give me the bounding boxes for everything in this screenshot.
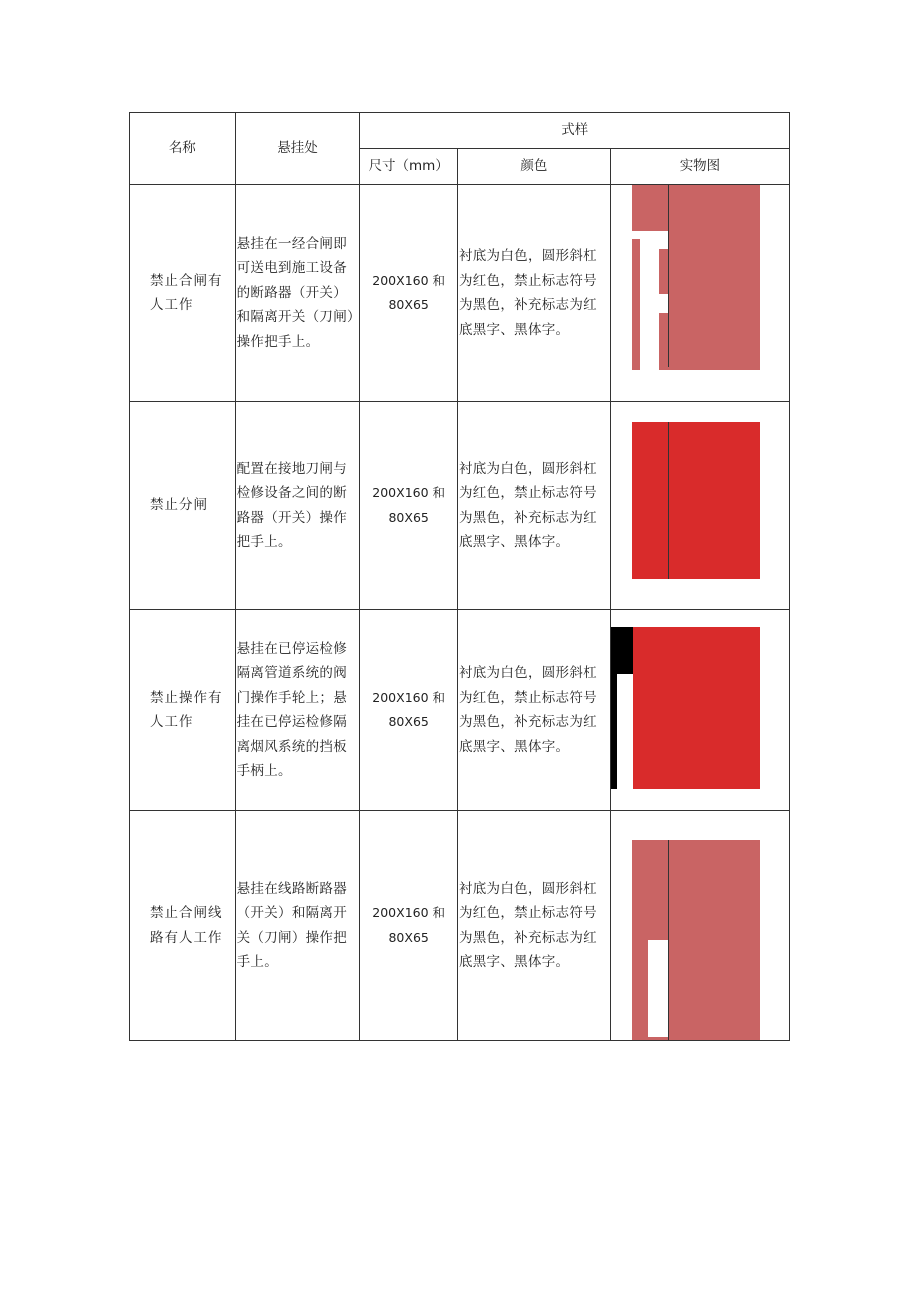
- sign-image: [611, 402, 789, 609]
- header-color: 颜色: [457, 149, 610, 185]
- sign-size: 200X160 和 80X65: [360, 610, 458, 811]
- sign-name: 禁止操作有人工作: [130, 610, 236, 811]
- header-image: 实物图: [610, 149, 789, 185]
- sign-size: 200X160 和 80X65: [360, 402, 458, 610]
- sign-color-desc: 衬底为白色，圆形斜杠为红色，禁止标志符号为黑色，补充标志为红底黑字、黑体字。: [457, 185, 610, 402]
- sign-size: 200X160 和 80X65: [360, 811, 458, 1041]
- sign-color-desc: 衬底为白色，圆形斜杠为红色，禁止标志符号为黑色，补充标志为红底黑字、黑体字。: [457, 811, 610, 1041]
- table-row: [130, 610, 790, 811]
- sign-color-desc: 衬底为白色，圆形斜杠为红色，禁止标志符号为黑色，补充标志为红底黑字、黑体字。: [457, 610, 610, 811]
- sign-image-cell: [610, 811, 789, 1041]
- table-row: [130, 811, 790, 1041]
- sign-image-cell: [610, 610, 789, 811]
- sign-image-cell: [610, 402, 789, 610]
- header-style: 式样: [360, 113, 790, 149]
- sign-name: 禁止分闸: [130, 402, 236, 610]
- table-row: [130, 402, 790, 610]
- sign-image: [611, 610, 789, 810]
- sign-image: [611, 185, 789, 401]
- table-row: [130, 185, 790, 402]
- warning-sign-table: [129, 112, 790, 1041]
- sign-color-desc: 衬底为白色，圆形斜杠为红色，禁止标志符号为黑色，补充标志为红底黑字、黑体字。: [457, 402, 610, 610]
- sign-size: 200X160 和 80X65: [360, 185, 458, 402]
- sign-name: 禁止合闸线路有人工作: [130, 811, 236, 1041]
- header-size: 尺寸（mm）: [360, 149, 458, 185]
- header-name: 名称: [130, 113, 236, 185]
- sign-location: 悬挂在一经合闸即可送电到施工设备的断路器（开关）和隔离开关（刀闸）操作把手上。: [235, 185, 360, 402]
- sign-location: 悬挂在已停运检修隔离管道系统的阀门操作手轮上；悬挂在已停运检修隔离烟风系统的挡板手柄上。: [235, 610, 360, 811]
- sign-location: 配置在接地刀闸与检修设备之间的断路器（开关）操作把手上。: [235, 402, 360, 610]
- sign-location: 悬挂在线路断路器（开关）和隔离开关（刀闸）操作把手上。: [235, 811, 360, 1041]
- sign-name: 禁止合闸有人工作: [130, 185, 236, 402]
- sign-image: [611, 811, 789, 1040]
- sign-image-cell: [610, 185, 789, 402]
- header-location: 悬挂处: [235, 113, 360, 185]
